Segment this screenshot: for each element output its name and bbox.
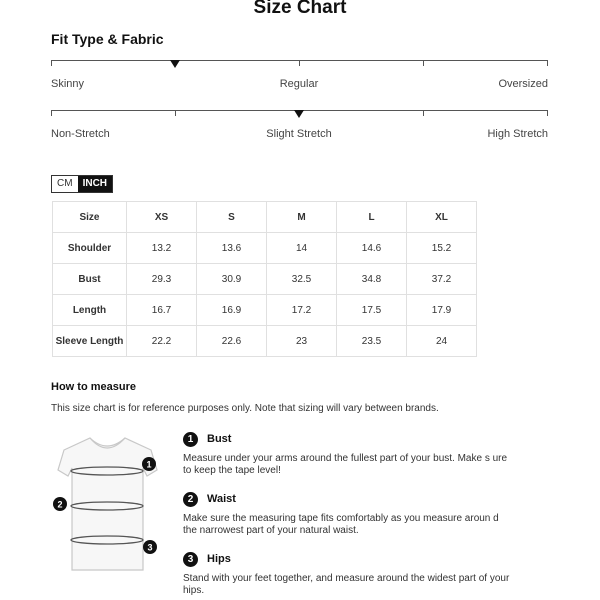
step-name: Hips	[207, 553, 231, 565]
table-cell: 13.2	[127, 233, 197, 264]
table-cell: 37.2	[407, 264, 477, 295]
table-cell: 17.2	[267, 295, 337, 326]
fit-type-marker-icon	[170, 60, 180, 68]
size-header-xs: XS	[127, 202, 197, 233]
table-cell: 15.2	[407, 233, 477, 264]
table-cell: 16.7	[127, 295, 197, 326]
step-description: Make sure the measuring tape fits comfortably as you measure aroun d the narrowest part of your natural waist.	[183, 513, 499, 536]
row-label: Shoulder	[53, 233, 127, 264]
unit-toggle	[51, 175, 113, 193]
size-header-l: L	[337, 202, 407, 233]
unit-cm-button[interactable]: CM	[52, 176, 78, 192]
table-cell: 17.5	[337, 295, 407, 326]
size-header-xl: XL	[407, 202, 477, 233]
step-number-badge: 2	[183, 492, 198, 507]
fabric-label-high-stretch: High Stretch	[487, 128, 548, 140]
measure-step-hips	[183, 551, 513, 597]
table-header-row	[53, 202, 477, 233]
shirt-diagram-icon	[45, 430, 170, 575]
fit-section-title: Fit Type & Fabric	[51, 31, 164, 47]
step-name: Waist	[207, 493, 236, 505]
table-row	[53, 326, 477, 357]
row-label: Length	[53, 295, 127, 326]
fit-type-label-oversized: Oversized	[498, 78, 548, 90]
page-title: Size Chart	[253, 0, 347, 18]
table-cell: 14.6	[337, 233, 407, 264]
fit-type-tick	[423, 60, 424, 66]
fabric-label-non-stretch: Non-Stretch	[51, 128, 110, 140]
table-row	[53, 264, 477, 295]
diagram-marker-3: 3	[147, 542, 153, 553]
table-cell: 24	[407, 326, 477, 357]
table-cell: 13.6	[197, 233, 267, 264]
fabric-tick	[51, 110, 52, 116]
size-column-header: Size	[53, 202, 127, 233]
diagram-marker-2: 2	[57, 499, 63, 510]
size-header-s: S	[197, 202, 267, 233]
measure-step-bust	[183, 431, 513, 477]
fit-type-label-skinny: Skinny	[51, 78, 85, 90]
how-to-measure-title: How to measure	[51, 381, 136, 393]
fabric-tick	[423, 110, 424, 116]
step-name: Bust	[207, 433, 232, 445]
table-cell: 17.9	[407, 295, 477, 326]
table-cell: 34.8	[337, 264, 407, 295]
measure-step-waist	[183, 491, 513, 537]
table-cell: 23.5	[337, 326, 407, 357]
fabric-tick	[175, 110, 176, 116]
row-label: Sleeve Length	[53, 326, 127, 357]
step-number-badge: 1	[183, 432, 198, 447]
size-header-m: M	[267, 202, 337, 233]
fabric-label-slight-stretch: Slight Stretch	[266, 128, 332, 140]
row-label: Bust	[53, 264, 127, 295]
fit-type-tick	[299, 60, 300, 66]
size-table	[52, 201, 477, 357]
step-description: Stand with your feet together, and measure around the widest part of your hips.	[183, 573, 510, 596]
table-cell: 14	[267, 233, 337, 264]
fit-type-label-regular: Regular	[279, 78, 319, 90]
step-number-badge: 3	[183, 552, 198, 567]
table-cell: 32.5	[267, 264, 337, 295]
fit-type-tick	[51, 60, 52, 66]
fabric-tick	[547, 110, 548, 116]
fit-type-tick	[547, 60, 548, 66]
table-cell: 16.9	[197, 295, 267, 326]
table-cell: 22.2	[127, 326, 197, 357]
step-description: Measure under your arms around the fullest part of your bust. Make s ure to keep the tape level!	[183, 453, 508, 476]
table-cell: 23	[267, 326, 337, 357]
how-to-measure-note: This size chart is for reference purposes only. Note that sizing will vary between brands.	[51, 403, 439, 414]
diagram-marker-1: 1	[146, 459, 152, 470]
table-cell: 29.3	[127, 264, 197, 295]
table-row	[53, 233, 477, 264]
unit-inch-button[interactable]: INCH	[78, 176, 112, 192]
table-cell: 22.6	[197, 326, 267, 357]
fabric-marker-icon	[294, 110, 304, 118]
table-row	[53, 295, 477, 326]
table-cell: 30.9	[197, 264, 267, 295]
